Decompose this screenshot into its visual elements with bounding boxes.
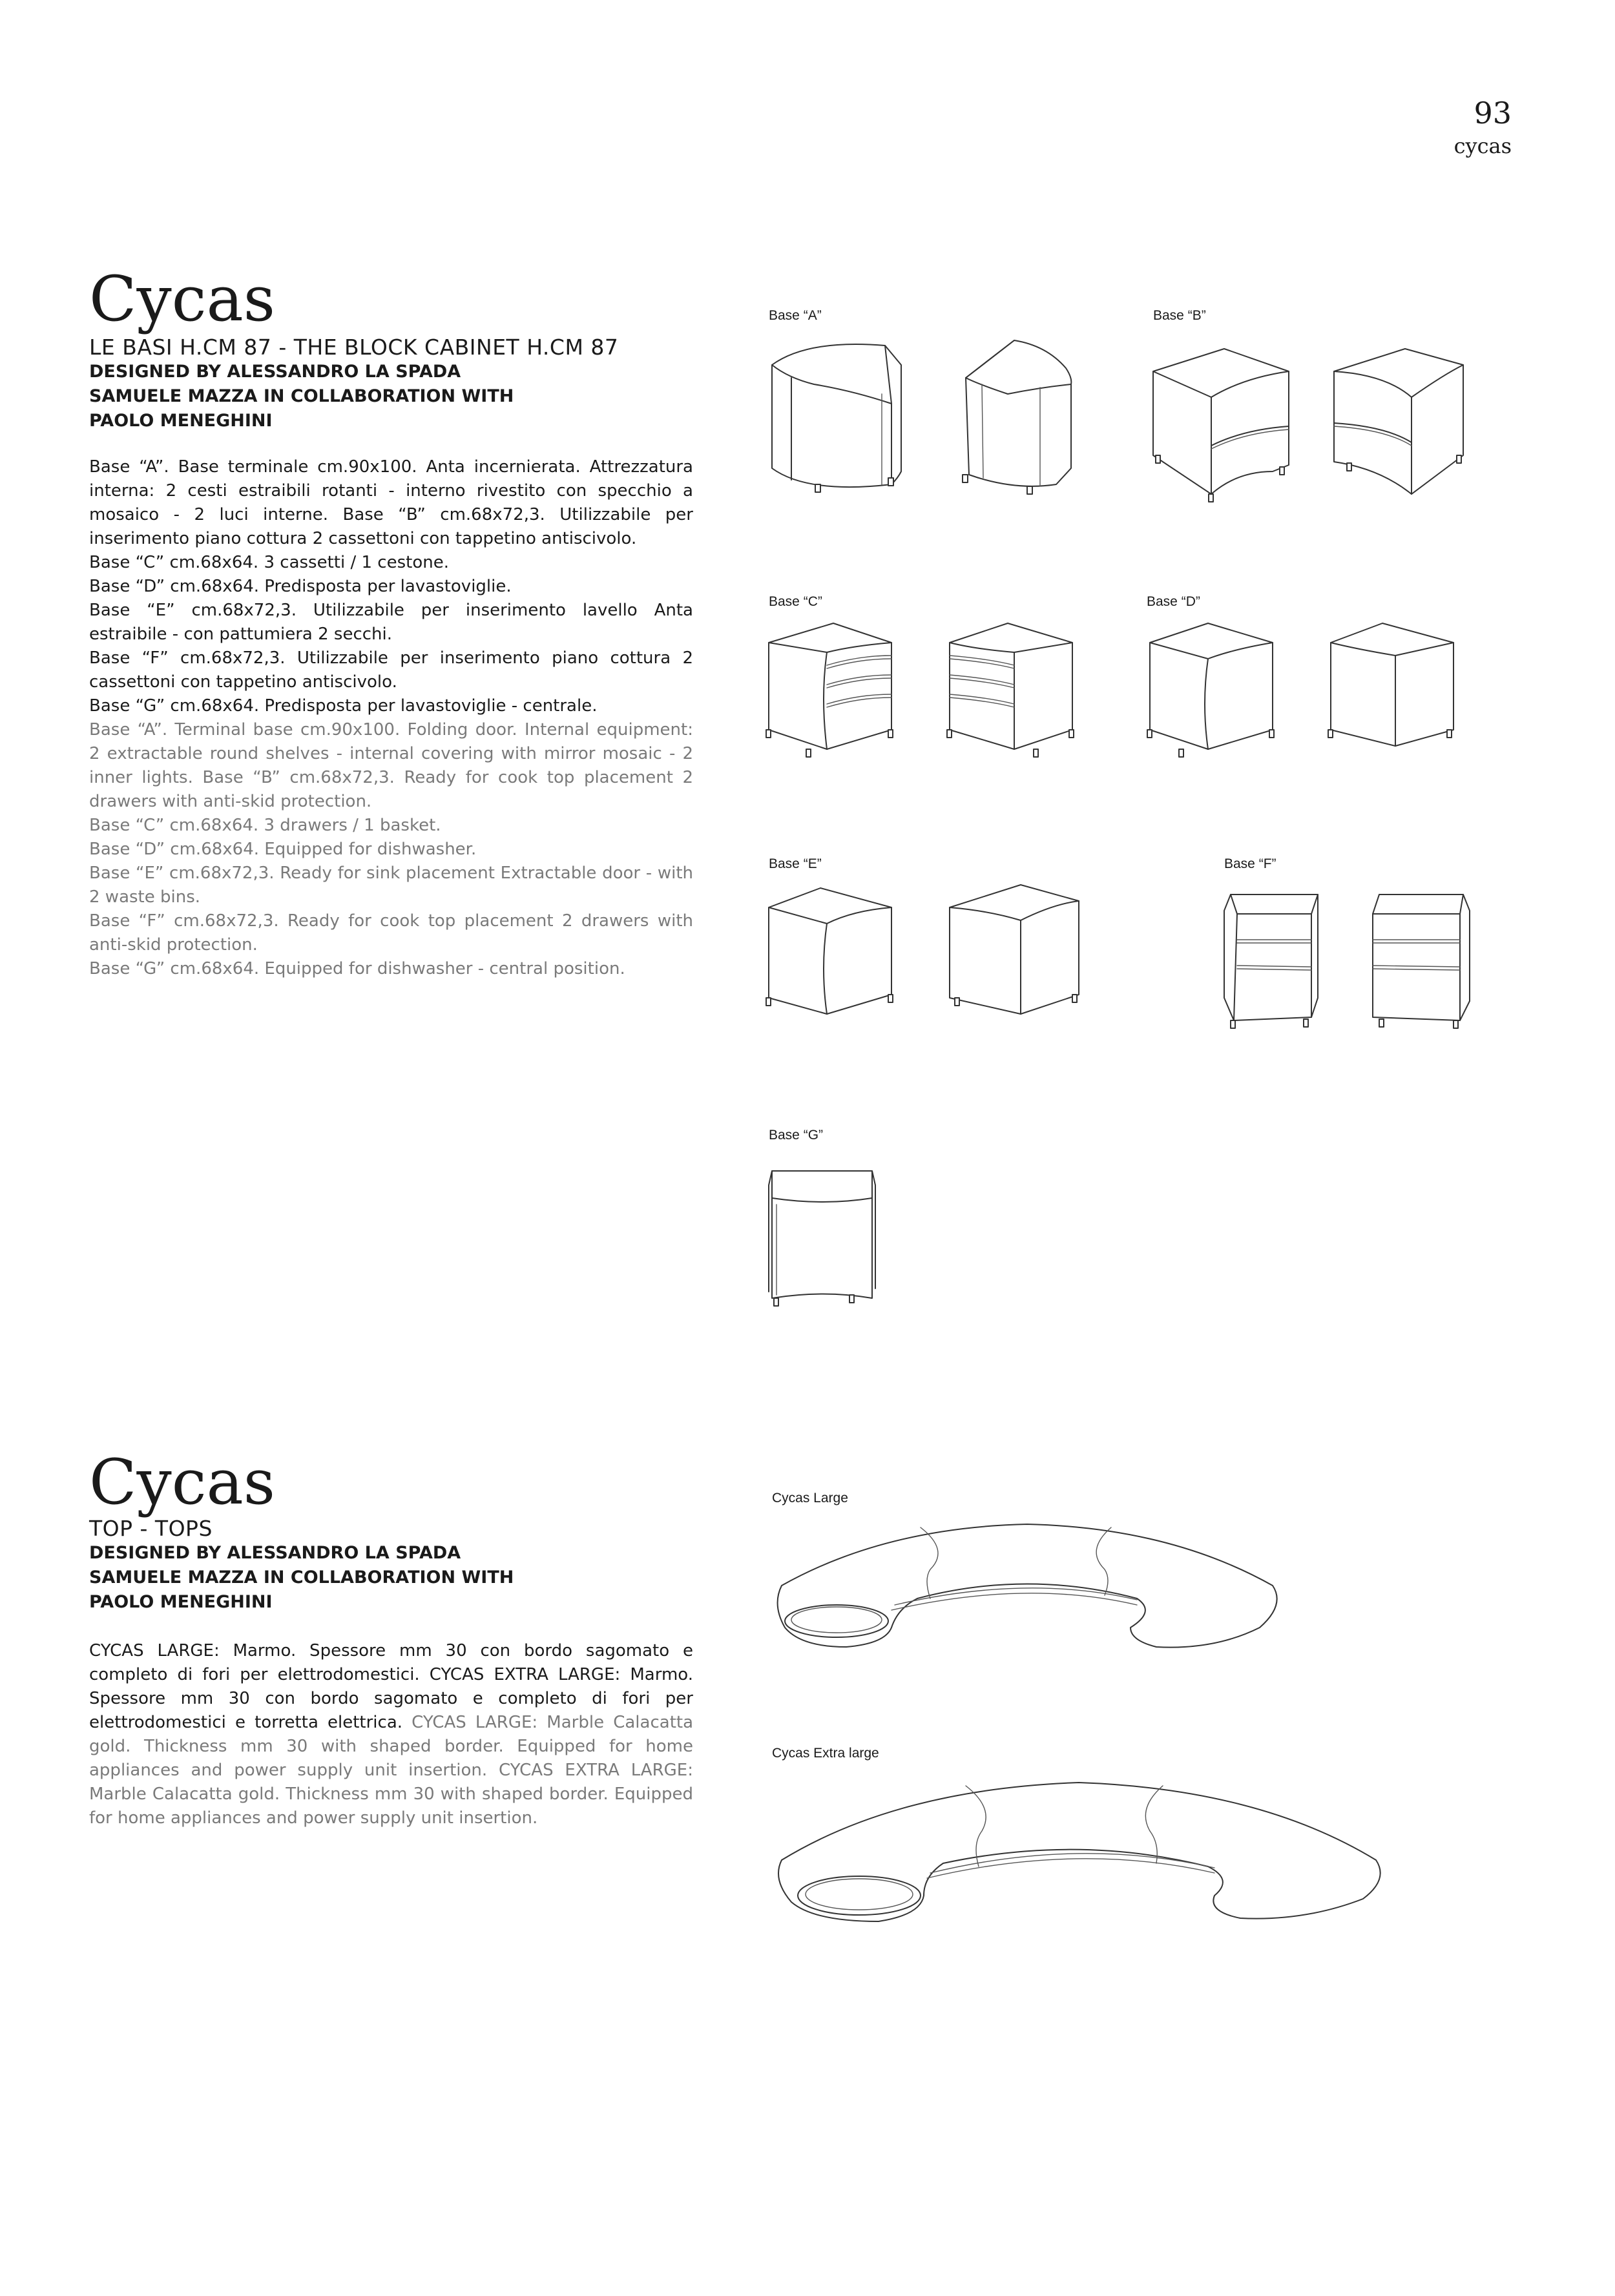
- credit-line: SAMUELE MAZZA IN COLLABORATION WITH: [89, 1567, 514, 1588]
- cycas-large-drawing: [769, 1515, 1286, 1670]
- base-b-view-right: [1334, 349, 1463, 494]
- base-e-view-left: [766, 888, 893, 1014]
- section1-subtitle: LE BASI H.CM 87 - THE BLOCK CABINET H.CM 87: [89, 335, 619, 360]
- label-base-b: Base “B”: [1153, 308, 1206, 323]
- desc-en: Base “A”. Terminal base cm.90x100. Folding door. Internal equipment: 2 extractable round shelves - internal covering with mirror mosaic - 2 inner lights. Base “B” cm.68x72,3. Ready for cook top placement 2 drawers with anti-skid protection.: [89, 720, 693, 811]
- section2-title: Cycas: [89, 1446, 275, 1518]
- desc-en: Base “F” cm.68x72,3. Ready for cook top placement 2 drawers with anti-skid protection.: [89, 911, 693, 955]
- base-d-drawing: [1143, 620, 1479, 765]
- base-d-view-right: [1328, 623, 1454, 746]
- section1-credits: [89, 360, 514, 433]
- desc-en: CYCAS LARGE: Marble Calacatta gold. Thickness mm 30 with shaped border. Equipped for home appliances and power supply unit insertion. CYCAS EXTRA LARGE: Marble Calacatta gold. Thickness mm 30 with shaped border. Equipped for home appliances and power supply unit insertion.: [89, 1713, 694, 1828]
- credit-line: SAMUELE MAZZA IN COLLABORATION WITH: [89, 386, 514, 406]
- section2-subtitle: TOP - TOPS: [89, 1516, 213, 1541]
- base-b-view-left: [1153, 349, 1289, 502]
- base-c-view-right: [947, 623, 1074, 757]
- label-base-a: Base “A”: [769, 308, 822, 323]
- base-c-drawing: [762, 620, 1098, 765]
- label-cycas-large: Cycas Large: [772, 1491, 848, 1505]
- section1-title: Cycas: [89, 263, 275, 335]
- page-number: 93: [1474, 96, 1512, 130]
- base-c-view-left: [766, 623, 893, 757]
- base-d-view-left: [1147, 623, 1274, 757]
- base-f-drawing: [1221, 888, 1479, 1040]
- desc-it: Base “E” cm.68x72,3. Utilizzabile per inserimento lavello Anta estraibile - con pattumiera 2 secchi.: [89, 601, 693, 644]
- desc-it: Base “C” cm.68x64. 3 cassetti / 1 cestone.: [89, 553, 449, 572]
- credit-line: DESIGNED BY ALESSANDRO LA SPADA: [89, 1543, 461, 1563]
- base-f-view-right: [1373, 895, 1470, 1028]
- label-base-g: Base “G”: [769, 1128, 824, 1143]
- label-base-d: Base “D”: [1147, 594, 1200, 609]
- section1-description: [89, 455, 693, 981]
- cycas-extra-large-drawing: [769, 1770, 1389, 1944]
- section2-credits: [89, 1541, 514, 1615]
- desc-en: Base “C” cm.68x64. 3 drawers / 1 basket.: [89, 816, 441, 835]
- label-cycas-extra-large: Cycas Extra large: [772, 1746, 879, 1761]
- label-base-c: Base “C”: [769, 594, 822, 609]
- label-base-f: Base “F”: [1224, 856, 1276, 871]
- section2-description: [89, 1639, 693, 1830]
- desc-it: Base “D” cm.68x64. Predisposta per lavastoviglie.: [89, 577, 512, 596]
- base-a-drawing: [762, 333, 1111, 507]
- base-b-drawing: [1147, 346, 1483, 494]
- base-f-view-left: [1224, 895, 1318, 1028]
- desc-it: Base “G” cm.68x64. Predisposta per lavastoviglie - centrale.: [89, 696, 598, 716]
- base-a-view-right: [963, 340, 1071, 494]
- desc-it: Base “F” cm.68x72,3. Utilizzabile per inserimento piano cottura 2 cassettoni con tappetino antiscivolo.: [89, 648, 693, 692]
- desc-en: Base “D” cm.68x64. Equipped for dishwasher.: [89, 840, 477, 859]
- desc-it: CYCAS LARGE: Marmo. Spessore mm 30 con bordo sagomato e completo di fori per elettrodomestici. CYCAS EXTRA LARGE: Marmo. Spessore mm 30 con bordo sagomato e completo di fori per elettrodomestici e torretta elettrica.: [89, 1641, 693, 1732]
- section-name: cycas: [1454, 134, 1512, 158]
- desc-en: Base “E” cm.68x72,3. Ready for sink placement Extractable door - with 2 waste bins.: [89, 864, 693, 907]
- base-a-view-left: [772, 344, 901, 492]
- desc-en: Base “G” cm.68x64. Equipped for dishwasher - central position.: [89, 959, 625, 978]
- base-e-view-right: [950, 885, 1079, 1014]
- credit-line: PAOLO MENEGHINI: [89, 1592, 273, 1612]
- base-e-drawing: [762, 885, 1098, 1027]
- label-base-e: Base “E”: [769, 856, 822, 871]
- credit-line: PAOLO MENEGHINI: [89, 411, 273, 431]
- base-g-drawing: [762, 1166, 891, 1314]
- desc-it: Base “A”. Base terminale cm.90x100. Anta incernierata. Attrezzatura interna: 2 cesti estraibili rotanti - interno rivestito con specchio a mosaico - 2 luci interne. Base “B” cm.68x72,3. Utilizzabile per inserimento piano cottura 2 cassettoni con tappetino antiscivolo.: [89, 457, 693, 548]
- credit-line: DESIGNED BY ALESSANDRO LA SPADA: [89, 362, 461, 382]
